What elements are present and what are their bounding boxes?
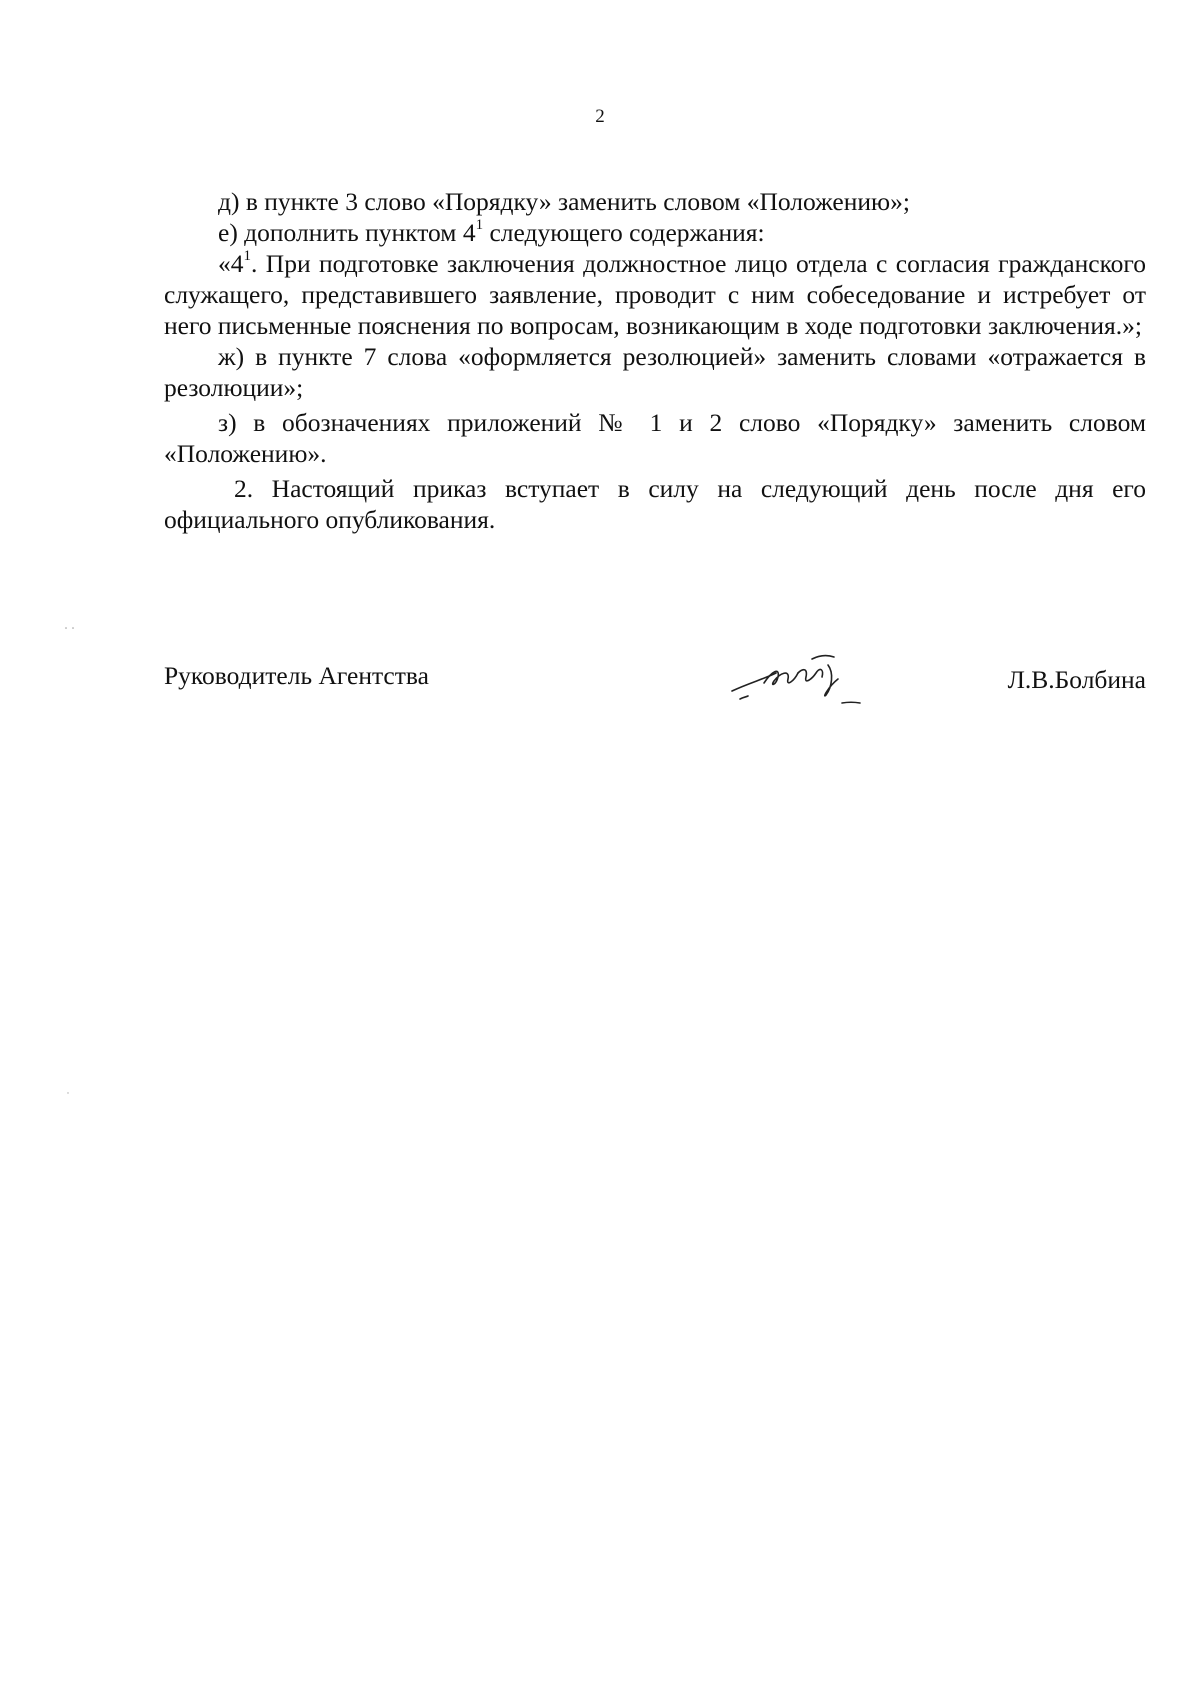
signatory-name: Л.В.Болбина [1007,665,1146,694]
quoted-point-text: . При подготовке заключения должностное лицо отдела с согласия гражданского служащего, представившего заявление, проводит с ним собеседование и истребует от него письменные пояснения по вопросам, возникающим в ходе подготовки заключения.»; [164,249,1146,340]
amendment-item-d: д) в пункте 3 слово «Порядку» заменить словом «Положению»; [218,187,910,216]
scan-artifact [64,1082,76,1086]
quoted-point-4-1 [164,248,1146,341]
scan-artifact [64,617,76,621]
signature-block [164,653,1146,713]
amendment-item-e-text: е) дополнить пунктом 4 [218,218,476,247]
page-number: 2 [595,106,605,127]
handwritten-signature [724,643,874,713]
quoted-point-prefix: «4 [218,249,244,278]
order-item-2: 2. Настоящий приказ вступает в силу на следующий день после дня его официального опубликования. [164,474,1146,534]
amendment-item-e-superscript: 1 [475,217,484,233]
amendment-item-z: з) в обозначениях приложений № 1 и 2 слово «Порядку» заменить словом «Положению». [164,408,1146,468]
quoted-point-superscript: 1 [243,248,251,264]
amendment-item-e-tail: следующего содержания: [483,218,765,247]
signatory-title: Руководитель Агентства [164,661,429,690]
amendment-item-zh: ж) в пункте 7 слова «оформляется резолюцией» заменить словами «отражается в резолюции»; [164,342,1146,402]
amendment-item-e [164,217,1146,248]
document-body [164,186,1146,535]
